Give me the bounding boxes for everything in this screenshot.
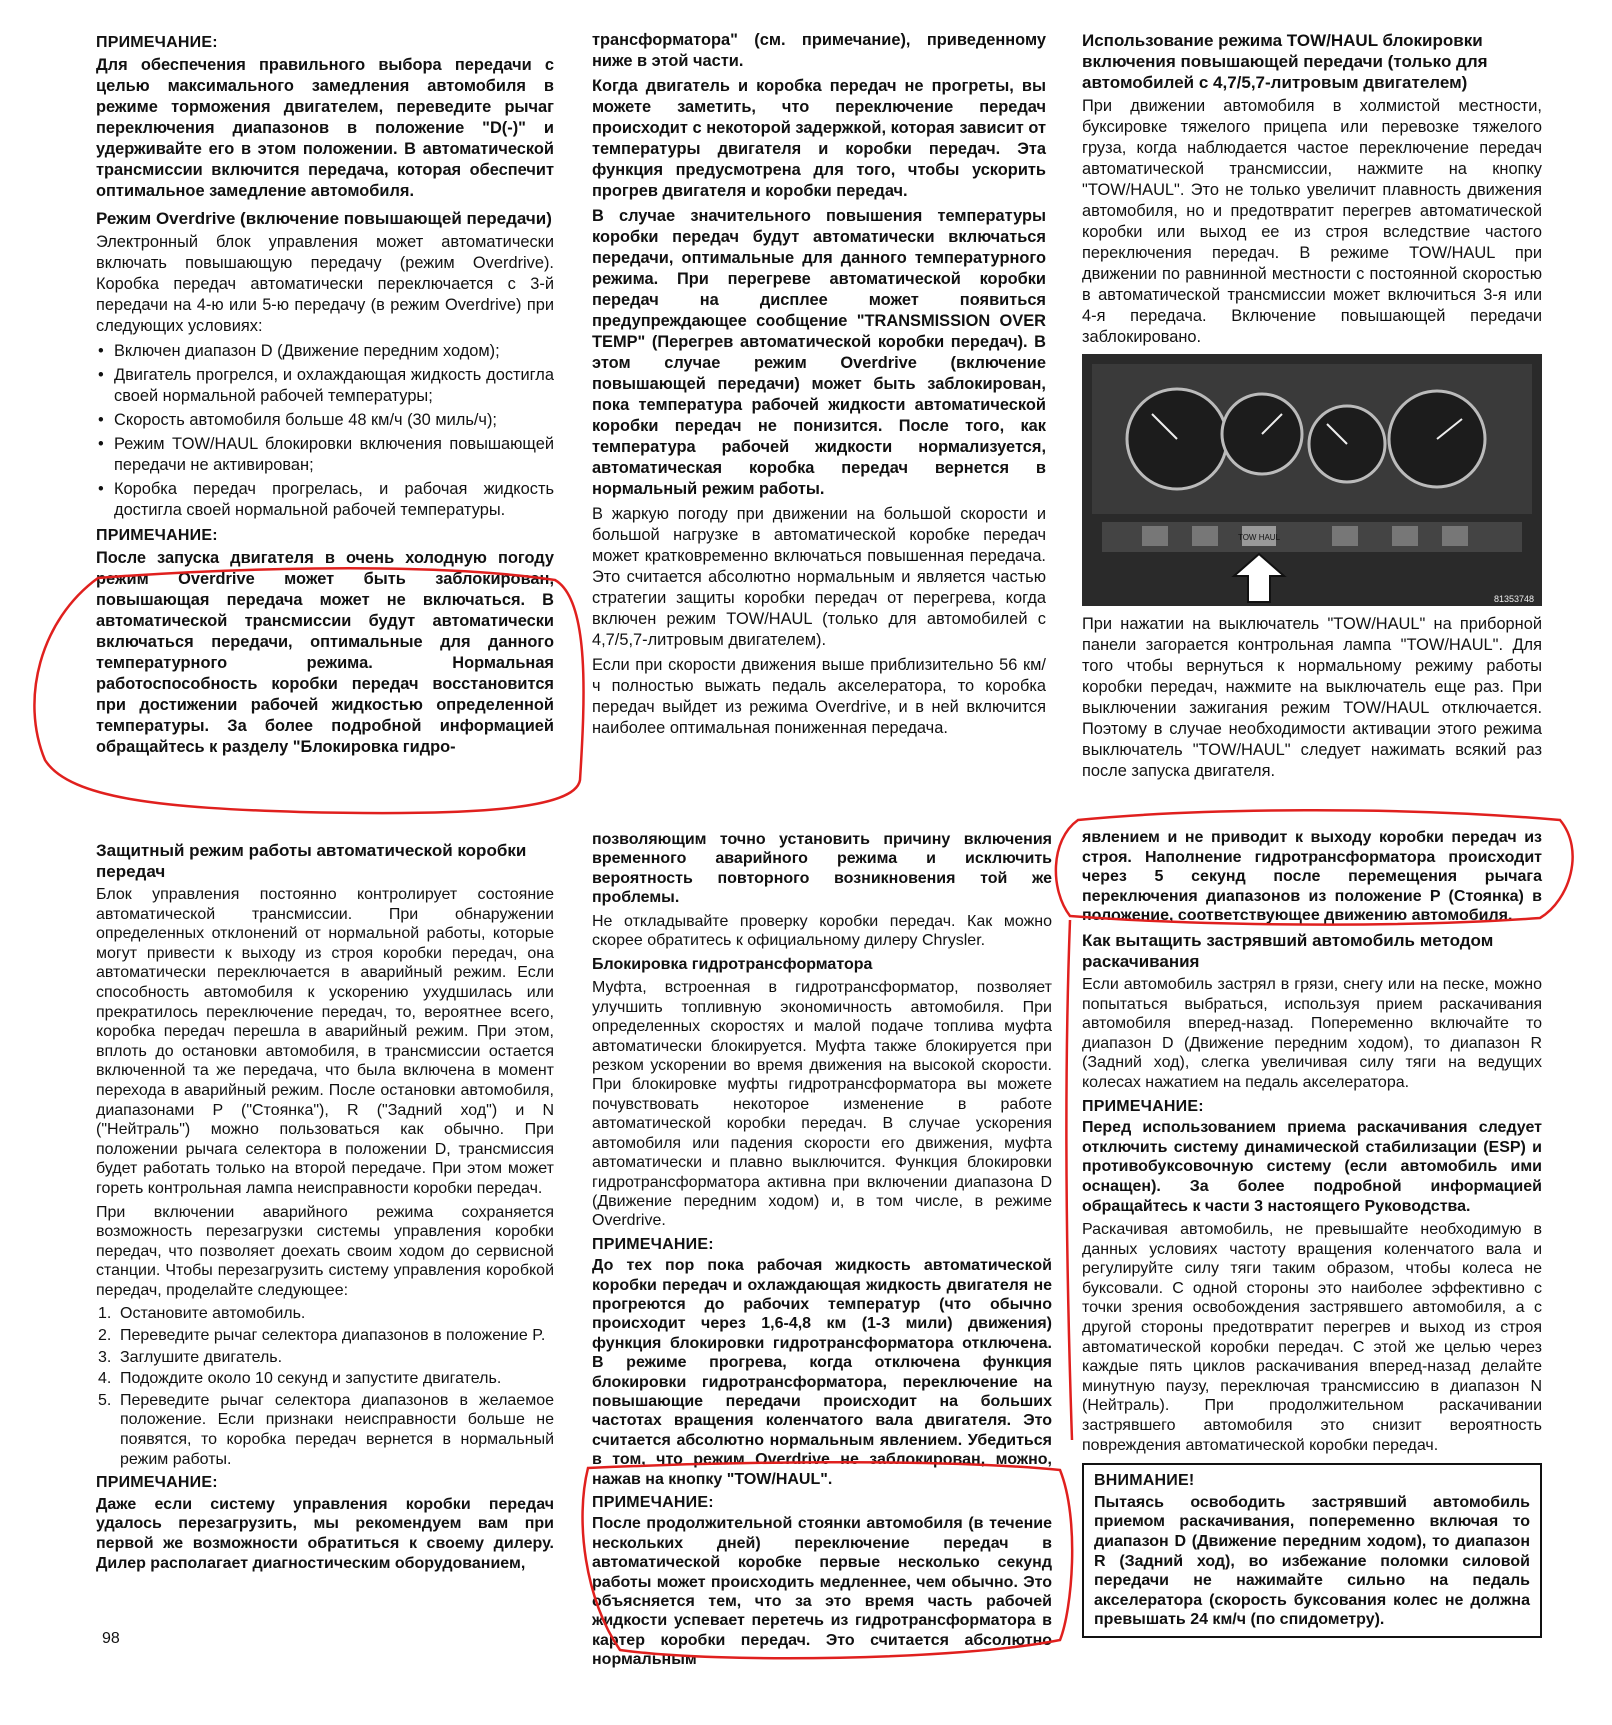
section-heading-failsafe: Защитный режим работы автоматической коробки передач bbox=[96, 841, 527, 881]
note-heading: ПРИМЕЧАНИЕ: bbox=[592, 1494, 714, 1511]
paragraph: Блок управления постоянно контролирует состояние автоматической трансмиссии. При обнаружении определенных отклонений от нормальной работы, которые могут привести к выходу из строя коробки передач, она автоматически переключается в аварийный режим. Если способность автомобиля к ускорению ухудшилась или прекратилось переключение передач, то, вероятнее всего, коробка передач перешла в аварийный режим. При этом, вплоть до остановки автомобиля, в трансмиссии остается включенной та же передача, что была включена в момент перехода в аварийный режим. После остановки автомобиля, диапазонами P ("Стоянка"), R ("Задний ход") и N ("Нейтраль") можно пользоваться как обычно. При положении рычага селектора в положении D, трансмиссия будет работать только на второй передаче. При этом может гореть контрольная лампа неисправности коробки передач. bbox=[96, 886, 554, 1197]
paragraph: При нажатии на выключатель "TOW/HAUL" на приборной панели загорается контрольная лампа "TOW/HAUL". Для того чтобы вернуться к нормальному режиму работы коробки передач, нажмите на выключатель еще раз. При выключении зажигания режим TOW/HAUL отключается. Поэтому в случае необходимости активации этого режима выключатель "TOW/HAUL" следует нажимать всякий раз после запуска двигателя. bbox=[1082, 615, 1542, 780]
photo-code: 81353748 bbox=[1493, 594, 1534, 604]
list-item: 4. Подождите около 10 секунд и запустите двигатель. bbox=[98, 1370, 502, 1388]
top-middle-column bbox=[592, 30, 1046, 743]
list-item: • Режим TOW/HAUL блокировки включения повышающей передачи не активирован; bbox=[96, 434, 554, 476]
list-item: • Скорость автомобиля больше 48 км/ч (30 миль/ч); bbox=[96, 410, 554, 431]
note-text: До тех пор пока рабочая жидкость автоматической коробки передач и охлаждающая жидкость двигателя не прогреются до рабочих температур (что обычно происходит через 1,6-4,8 км (1-3 мили) движения) функция блокировки гидротрансформатора отключена. В режиме прогрева, когда отключена функция блокировки гидротрансформатора, переключение на повышающие передачи происходит на больших частотах вращения коленчатого вала двигателя. Это считается абсолютно нормальным явлением. Убедиться в том, что режим Overdrive не заблокирован, можно, нажав на кнопку "TOW/HAUL". bbox=[592, 1257, 1052, 1488]
page-number: 98 bbox=[102, 1630, 120, 1647]
marker-line-right-side bbox=[1066, 920, 1072, 1440]
paragraph: Не откладывайте проверку коробки передач. Как можно скорее обратитесь к официальному дилеру Chrysler. bbox=[592, 912, 1052, 950]
bottom-right-column bbox=[1082, 828, 1542, 1638]
list-item: 3. Заглушите двигатель. bbox=[98, 1348, 283, 1366]
note-text: Перед использованием приема раскачивания следует отключить систему динамической стабилизации (ESP) и противобуксовочную систему (если автомобиль ими оснащен). За более подробной информацией обращайтесь к части 3 настоящего Руководства. bbox=[1082, 1119, 1542, 1215]
paragraph: явлением и не приводит к выходу коробки передач из строя. Наполнение гидротрансформатора происходит через 5 секунд после перемещения рычага переключения диапазонов из положение P (Стоянка) в положение, соответствующее движению автомобиля. bbox=[1082, 829, 1542, 925]
top-left-column bbox=[96, 32, 554, 762]
top-right-column bbox=[1082, 30, 1542, 786]
conditions-list bbox=[96, 341, 554, 521]
paragraph: В жаркую погоду при движении на большой скорости и большой нагрузке в автоматической коробке передач может кратковременно включаться повышенная передача. Это считается абсолютно нормальным и является частью стратегии защиты коробки передач от перегрева, когда включен режим TOW/HAUL (только для автомобилей с 4,7/5,7-литровым двигателем). bbox=[592, 505, 1046, 649]
paragraph: При включении аварийного режима сохраняется возможность перезагрузки системы управления коробки передач, что позволяет доехать своим ходом до сервисной станции. Чтобы перезагрузить систему управления коробкой передач, проделайте следующее: bbox=[96, 1203, 554, 1299]
note-heading: ПРИМЕЧАНИЕ: bbox=[592, 1235, 714, 1253]
warning-heading: ВНИМАНИЕ! bbox=[1094, 1472, 1195, 1490]
paragraph: В случае значительного повышения температуры коробки передач будут автоматически включаться передачи, оптимальные для данного температурного режима. При перегреве автоматической коробки передач на дисплее может появиться предупреждающее сообщение "TRANSMISSION OVER TEMP" (Перегрев автоматической коробки передач). В этом случае режим Overdrive (включение повышающей передачи) может быть заблокирован, пока температура рабочей жидкости автоматической коробки передач не понизится. После того, как температура рабочей жидкости нормализуется, автоматическая коробка передач вернется в нормальный режим работы. bbox=[592, 207, 1046, 498]
paragraph: Муфта, встроенная в гидротрансформатор, позволяет улучшить топливную экономичность автомобиля. При определенных скоростях и малой подаче топлива муфта автоматически блокируется. Муфта также блокируется при резком ускорении во время движения на высокой скорости. При блокировке муфты гидротрансформатора вы можете почувствовать некоторое изменение в работе автоматической коробки передач. В случае ускорения автомобиля или падения скорости его движения, муфта автоматически и плавно выключится. Функция блокировки гидротрансформатора активна при включении диапазона D (Движение передним ходом) и, в том числе, в режиме Overdrive. bbox=[592, 979, 1052, 1230]
section-heading-rocking: Как вытащить застрявший автомобиль методом раскачивания bbox=[1082, 930, 1494, 971]
note-heading: ПРИМЕЧАНИЕ: bbox=[96, 1474, 218, 1492]
section-heading-overdrive: Режим Overdrive (включение повышающей передачи) bbox=[96, 209, 552, 228]
steps-list bbox=[96, 1304, 554, 1469]
tow-haul-button-label: TOW HAUL bbox=[1237, 533, 1281, 542]
paragraph: Когда двигатель и коробка передач не прогреты, вы можете заметить, что переключение передач происходит с некоторой задержкой, которая зависит от температуры двигателя и коробки передач. Эта функция предусмотрена для того, чтобы ускорить прогрев двигателя и коробки передач. bbox=[592, 77, 1046, 200]
list-item: • Коробка передач прогрелась, и рабочая жидкость достигла своей нормальной рабочей температуры. bbox=[96, 479, 554, 521]
list-item: 2. Переведите рычаг селектора диапазонов в положение P. bbox=[98, 1327, 546, 1345]
list-item: 1. Остановите автомобиль. bbox=[98, 1305, 306, 1323]
section-heading-tow-haul: Использование режима TOW/HAUL блокировки включения повышающей передачи (только для автомобилей с 4,7/5,7-литровым двигателем) bbox=[1082, 31, 1488, 92]
note-heading: ПРИМЕЧАНИЕ: bbox=[1082, 1097, 1204, 1115]
paragraph: позволяющим точно установить причину включения временного аварийного режима и исключить вероятность повторного возникновения той же проблемы. bbox=[592, 831, 1052, 907]
warning-text: Пытаясь освободить застрявший автомобиль приемом раскачивания, попеременно включая то диапазон D (Движение передним ходом), то диапазон R (Задний ход), во избежание поломки силовой передачи не нажимайте сильно на педаль акселератора (скорость буксования колес не должна превышать 24 км/ч (по спидометру). bbox=[1094, 1493, 1530, 1629]
note-text: После продолжительной стоянки автомобиля (в течение нескольких дней) переключение передач в автоматической коробке первые несколько секунд работы может происходить медленнее, чем обычно. Это объясняется тем, что за это время часть рабочей жидкости успевает перетечь из гидротрансформатора в картер коробки передач. Это считается абсолютно нормальным bbox=[592, 1515, 1052, 1669]
list-item: 5. Переведите рычаг селектора диапазонов в желаемое положение. Если признаки неисправности больше не появятся, то коробка передач вернется в нормальный режим работы. bbox=[98, 1391, 554, 1468]
bottom-left-column bbox=[96, 840, 554, 1577]
note-text: После запуска двигателя в очень холодную погоду режим Overdrive может быть заблокирован, повышающая передача может не включаться. В автоматической трансмиссии будут автоматически включаться передачи, оптимальные для данного температурного режима. Нормальная работоспособность коробки передач восстановится при достижении рабочей жидкостью определенной температуры. За более подробной информацией обращайтесь к разделу "Блокировка гидро- bbox=[96, 549, 554, 756]
paragraph: Электронный блок управления может автоматически включать повышающую передачу (режим Overdrive). Коробка передач автоматически переключается с 3-й передачи на 4-ю или 5-ю передачу (в режим Overdrive) при следующих условиях: bbox=[96, 233, 554, 335]
paragraph: Раскачивая автомобиль, не превышайте необходимую в данных условиях частоту вращения коленчатого вала и регулируйте силу тяги таким образом, чтобы колеса не буксовали. С одной стороны это наиболее эффективно с точки зрения освобождения застрявшего автомобиля, а с другой стороны предотвратит перегрев и выход из строя автоматической коробки передач. С этой же целью через каждые пять циклов раскачивания вперед-назад делайте минутную паузу, переключая трансмиссию в диапазон N (Нейтраль). При продолжительном раскачивании застрявшего автомобиля это снизит вероятность повреждения автоматической коробки передач. bbox=[1082, 1221, 1542, 1454]
list-item: • Двигатель прогрелся, и охлаждающая жидкость достигла своей нормальной рабочей температуры; bbox=[96, 365, 554, 407]
section-heading-lockup: Блокировка гидротрансформатора bbox=[592, 956, 873, 974]
paragraph: Если автомобиль застрял в грязи, снегу или на песке, можно попытаться выбраться, используя прием раскачивания автомобиля вперед-назад. Попеременно включайте то диапазон D (Движение передним ходом), то диапазон R (Задний ход), слегка увеличивая силу тяги на ведущих колесах нажатием на педаль акселератора. bbox=[1082, 975, 1542, 1091]
paragraph: При движении автомобиля в холмистой местности, буксировке тяжелого прицепа или перевозке тяжелого груза, когда наблюдается частое переключение передач автоматической трансмиссии, нажмите на кнопку "TOW/HAUL". Это не только увеличит плавность движения автомобиля, но и предотвратит перегрев автоматической коробки или выход ее из строя вследствие частого переключения передач. В режиме TOW/HAUL при движении по равнинной местности с постоянной скоростью в автоматической трансмиссии может включиться 3-я или 4-я передача. Включение повышающей передачи заблокировано. bbox=[1082, 97, 1542, 346]
bottom-middle-column bbox=[592, 830, 1052, 1674]
paragraph: Если при скорости движения выше приблизительно 56 км/ч полностью выжать педаль акселератора, то коробка передач выйдет из режима Overdrive, и в ней включится наиболее оптимальная пониженная передача. bbox=[592, 656, 1046, 737]
note-heading: ПРИМЕЧАНИЕ: bbox=[96, 34, 218, 51]
dashboard-photo bbox=[1082, 354, 1542, 606]
note-text: Для обеспечения правильного выбора передачи с целью максимального замедления автомобиля в режиме торможения двигателем, переведите рычаг переключения диапазонов в положение "D(-)" и удерживайте его в этом положении. В автоматической трансмиссии включится передача, которая обеспечит оптимальное замедление автомобиля. bbox=[96, 56, 554, 200]
note-text: Даже если систему управления коробки передач удалось перезагрузить, мы рекомендуем вам при первой же возможности обратиться к своему дилеру. Дилер располагает диагностическим оборудованием, bbox=[96, 1495, 554, 1572]
warning-box bbox=[1082, 1463, 1542, 1638]
instrument-panel-illustration bbox=[1082, 354, 1542, 606]
list-item: • Включен диапазон D (Движение передним ходом); bbox=[96, 341, 554, 362]
note-heading: ПРИМЕЧАНИЕ: bbox=[96, 527, 218, 544]
paragraph: трансформатора" (см. примечание), приведенному ниже в этой части. bbox=[592, 31, 1046, 70]
